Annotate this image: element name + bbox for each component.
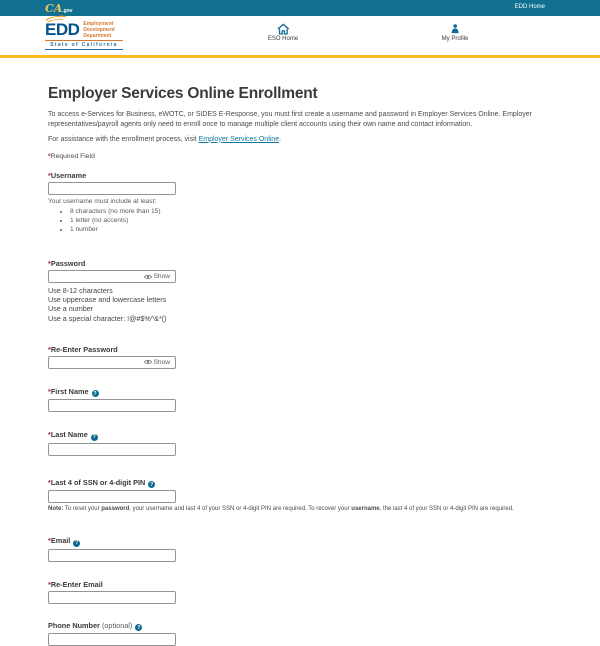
first-name-input[interactable] (49, 400, 175, 411)
edd-home-link[interactable]: EDD Home (515, 4, 545, 10)
reenter-email-field-box (48, 591, 176, 604)
username-group (48, 171, 558, 233)
eye-icon (144, 359, 152, 365)
assistance-text: For assistance with the enrollment process, visit Employer Services Online. (48, 136, 558, 143)
password-group (48, 259, 558, 323)
username-hint-item: • 1 letter (no accents) (70, 218, 558, 224)
ca-gov-logo[interactable]: CA.gov (45, 0, 73, 19)
phone-label: Phone Number (optional) ? (48, 621, 558, 632)
password-input[interactable] (49, 271, 142, 282)
password-hint: Use a number (48, 304, 558, 313)
ssn-pin-note: Note: To reset your password, your username and last 4 of your SSN or 4-digit PIN are required. To recover your username, the last 4 of your SSN or 4-digit PIN are required. (48, 506, 558, 512)
nav-eso-home-label: ESO Home (268, 36, 298, 42)
password-hints (48, 286, 558, 323)
employer-services-online-link[interactable]: Employer Services Online (199, 136, 280, 143)
password-label: *Password (48, 259, 558, 268)
phone-input[interactable] (49, 634, 175, 645)
username-label: *Username (48, 171, 558, 180)
phone-group (48, 621, 558, 646)
username-hint-item: • 8 characters (no more than 15) (70, 209, 558, 215)
ssn-pin-field-box (48, 490, 176, 503)
password-field-box (48, 270, 176, 283)
profile-icon (442, 22, 469, 34)
first-name-label: *First Name ? (48, 387, 558, 398)
email-field-box (48, 549, 176, 562)
email-input[interactable] (49, 550, 175, 561)
reenter-password-label: *Re-Enter Password (48, 345, 558, 354)
first-name-help-icon[interactable]: ? (92, 390, 99, 397)
username-input[interactable] (49, 183, 175, 194)
ssn-pin-label: *Last 4 of SSN or 4-digit PIN ? (48, 478, 558, 489)
gold-divider (0, 55, 600, 58)
edd-logo-tagline: State of California (45, 40, 123, 50)
first-name-field-box (48, 399, 176, 412)
show-password-button[interactable]: Show (142, 273, 176, 280)
last-name-label: *Last Name ? (48, 430, 558, 441)
edd-logo-word1: Employment (83, 21, 114, 27)
last-name-group (48, 430, 558, 456)
nav-my-profile[interactable] (442, 22, 469, 42)
email-help-icon[interactable]: ? (73, 540, 80, 547)
username-hint-title: Your username must include at least: (48, 198, 558, 205)
site-header (0, 16, 600, 55)
reenter-email-label: *Re-Enter Email (48, 580, 558, 589)
password-hint: Use 8-12 characters (48, 286, 558, 295)
username-field-box (48, 182, 176, 195)
phone-help-icon[interactable]: ? (135, 624, 142, 631)
first-name-group (48, 387, 558, 413)
password-hint: Use uppercase and lowercase letters (48, 295, 558, 304)
main-content (0, 85, 600, 646)
email-label: *Email ? (48, 536, 558, 547)
nav-my-profile-label: My Profile (442, 36, 469, 42)
edd-logo-word3: Department (83, 33, 114, 39)
home-icon (268, 22, 298, 34)
ssn-pin-group (48, 478, 558, 513)
password-hint: Use a special character: !@#$%^&*() (48, 314, 558, 323)
last-name-help-icon[interactable]: ? (91, 434, 98, 441)
ca-gov-logo-script: CA (45, 2, 62, 15)
email-group (48, 536, 558, 562)
username-hint-list (70, 209, 558, 233)
last-name-field-box (48, 443, 176, 456)
edd-logo-acronym: EDD (45, 20, 79, 39)
phone-field-box (48, 633, 176, 646)
eye-icon (144, 274, 152, 280)
required-asterisk: * (48, 153, 51, 160)
username-hint-item: • 1 number (70, 227, 558, 233)
page-title: Employer Services Online Enrollment (48, 85, 558, 103)
required-field-note: *Required Field (48, 153, 558, 160)
intro-text: To access e-Services for Business, eWOTC, or SIDES E-Response, you must first create a username and password in Employer Services Online. Employer representatives/payroll agents only need to enroll once to manage multiple client accounts using their own name and contact information. (48, 110, 558, 130)
ssn-pin-help-icon[interactable]: ? (148, 481, 155, 488)
ssn-pin-input[interactable] (49, 491, 175, 502)
nav-eso-home[interactable] (268, 22, 298, 42)
reenter-password-input[interactable] (49, 357, 142, 368)
reenter-password-field-box (48, 356, 176, 369)
edd-logo[interactable] (45, 20, 123, 50)
last-name-input[interactable] (49, 444, 175, 455)
top-utility-bar (0, 0, 600, 16)
edd-logo-word2: Development (83, 27, 114, 33)
reenter-email-input[interactable] (49, 592, 175, 603)
reenter-email-group (48, 580, 558, 604)
reenter-password-group (48, 345, 558, 369)
show-reenter-password-button[interactable]: Show (142, 359, 176, 366)
